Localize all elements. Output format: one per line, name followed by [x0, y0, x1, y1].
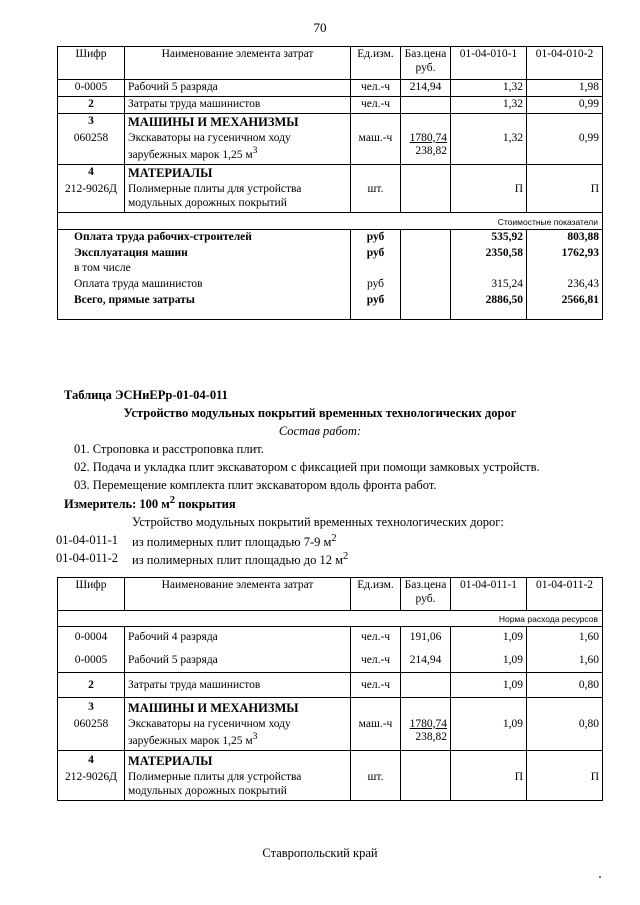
row-unit: чел.-ч — [351, 627, 401, 646]
header-col1: 01-04-011-1 — [451, 578, 527, 611]
row-name: Рабочий 5 разряда — [125, 80, 351, 97]
summary-value-1: 2886,50 — [451, 293, 527, 320]
summary-row — [58, 246, 603, 262]
summary-unit: руб — [351, 277, 401, 293]
row-code: 212-9026Д — [58, 182, 125, 212]
summary-row — [58, 293, 603, 320]
row-code: 2 — [58, 672, 125, 697]
row-value-2: 0,99 — [527, 96, 603, 113]
row-unit: шт. — [351, 182, 401, 212]
item-text: из полимерных плит площадью до 12 $м^2$ — [132, 551, 349, 568]
summary-unit: руб — [351, 246, 401, 262]
row-unit: чел.-ч — [351, 646, 401, 672]
summary-name: Оплата труда рабочих-строителей — [58, 229, 351, 245]
row-price: 214,94 — [401, 646, 451, 672]
scan-speck — [599, 876, 601, 878]
row-value-2: 0,99 — [527, 131, 603, 165]
row-code: 3 — [58, 113, 125, 131]
row-value-2: 1,60 — [527, 627, 603, 646]
summary-row — [58, 261, 603, 277]
row-value-1: 1,32 — [451, 131, 527, 165]
cost-label: Стоимостные показатели — [58, 212, 603, 229]
table-row — [58, 627, 603, 646]
row-code: 060258 — [58, 717, 125, 751]
row-code: 4 — [58, 751, 125, 771]
page-number: 70 — [313, 20, 327, 35]
row-price: 191,06 — [401, 627, 451, 646]
header-unit: Ед.изм. — [351, 47, 401, 80]
table-title: Таблица ЭСНиЕРр-01-04-011 — [64, 388, 228, 402]
table-row — [58, 697, 603, 717]
item-code: 01-04-011-1 — [56, 533, 119, 547]
items-intro: Устройство модульных покрытий временных технологических дорог: — [132, 515, 504, 529]
row-code: 2 — [58, 96, 125, 113]
row-value-2: 1,98 — [527, 80, 603, 97]
row-unit: чел.-ч — [351, 80, 401, 97]
table-subtitle: Устройство модульных покрытий временных технологических дорог — [123, 406, 517, 420]
row-unit: шт. — [351, 770, 401, 800]
row-code: 0-0005 — [58, 80, 125, 97]
table-row — [58, 131, 603, 165]
header-price: Баз.цена руб. — [401, 47, 451, 80]
header-code: Шифр — [58, 578, 125, 611]
summary-name: Эксплуатация машин — [58, 246, 351, 262]
work-item: 01. Строповка и расстроповка плит. — [74, 442, 264, 456]
table-row — [58, 751, 603, 771]
table-row — [58, 113, 603, 131]
row-name: Экскаваторы на гусеничном ходу зарубежных марок 1,25 $м^3$ — [125, 131, 351, 165]
summary-name: Оплата труда машинистов — [58, 277, 351, 293]
summary-row — [58, 229, 603, 245]
summary-value-2: 1762,93 — [527, 246, 603, 262]
header-code: Шифр — [58, 47, 125, 80]
summary-value-1: 2350,58 — [451, 246, 527, 262]
summary-value-1: 535,92 — [451, 229, 527, 245]
table-row — [58, 165, 603, 183]
section-heading: МАШИНЫ И МЕХАНИЗМЫ — [125, 697, 351, 717]
row-value-1: 1,09 — [451, 672, 527, 697]
row-value-2: 0,80 — [527, 717, 603, 751]
table-row — [58, 96, 603, 113]
work-item: 03. Перемещение комплекта плит экскаватором вдоль фронта работ. — [74, 478, 437, 492]
row-unit: маш.-ч — [351, 131, 401, 165]
row-code: 0-0005 — [58, 646, 125, 672]
row-code: 3 — [58, 697, 125, 717]
row-price — [401, 96, 451, 113]
row-name: Полимерные плиты для устройства модульных дорожных покрытий — [125, 182, 351, 212]
norm-label-row — [58, 611, 603, 627]
row-value-1: 1,32 — [451, 96, 527, 113]
header-name: Наименование элемента затрат — [125, 47, 351, 80]
summary-row — [58, 277, 603, 293]
header-col1: 01-04-010-1 — [451, 47, 527, 80]
header-name: Наименование элемента затрат — [125, 578, 351, 611]
row-value-1: 1,09 — [451, 717, 527, 751]
row-unit: чел.-ч — [351, 672, 401, 697]
item-code: 01-04-011-2 — [56, 551, 119, 565]
row-name: Затраты труда машинистов — [125, 672, 351, 697]
header-price: Баз.цена руб. — [401, 578, 451, 611]
section-heading: МАТЕРИАЛЫ — [125, 165, 351, 183]
summary-unit: руб — [351, 293, 401, 320]
table-row — [58, 672, 603, 697]
section-heading: МАТЕРИАЛЫ — [125, 751, 351, 771]
row-value-1: П — [451, 770, 527, 800]
table-row — [58, 717, 603, 751]
works-title: Состав работ: — [278, 424, 362, 438]
table-row — [58, 80, 603, 97]
row-unit: чел.-ч — [351, 96, 401, 113]
resource-table-2 — [57, 577, 603, 801]
summary-value-2: 236,43 — [527, 277, 603, 293]
measure-unit: Измеритель: 100 $м^2$ покрытия — [64, 495, 236, 512]
row-code: 4 — [58, 165, 125, 183]
row-name: Рабочий 4 разряда — [125, 627, 351, 646]
summary-value-1: 315,24 — [451, 277, 527, 293]
summary-name: Всего, прямые затраты — [58, 293, 351, 320]
row-name: Рабочий 5 разряда — [125, 646, 351, 672]
row-value-2: П — [527, 182, 603, 212]
header-col2: 01-04-011-2 — [527, 578, 603, 611]
row-unit: маш.-ч — [351, 717, 401, 751]
table-header-row — [58, 47, 603, 80]
row-value-2: 0,80 — [527, 672, 603, 697]
row-code: 0-0004 — [58, 627, 125, 646]
summary-value-2: 2566,81 — [527, 293, 603, 320]
table-row — [58, 646, 603, 672]
row-price: 1780,74 238,82 — [401, 131, 451, 165]
norm-label: Норма расхода ресурсов — [58, 611, 603, 627]
row-value-2: 1,60 — [527, 646, 603, 672]
table-row — [58, 770, 603, 800]
summary-value-2: 803,88 — [527, 229, 603, 245]
summary-unit: руб — [351, 229, 401, 245]
row-price: 214,94 — [401, 80, 451, 97]
row-name: Затраты труда машинистов — [125, 96, 351, 113]
resource-table-1 — [57, 46, 603, 320]
row-name: Экскаваторы на гусеничном ходу зарубежных марок 1,25 $м^3$ — [125, 717, 351, 751]
row-value-1: 1,09 — [451, 646, 527, 672]
row-name: Полимерные плиты для устройства модульных дорожных покрытий — [125, 770, 351, 800]
row-code: 212-9026Д — [58, 770, 125, 800]
summary-name: в том числе — [58, 261, 351, 277]
header-unit: Ед.изм. — [351, 578, 401, 611]
work-item: 02. Подача и укладка плит экскаватором с фиксацией при помощи замковых устройств. — [74, 460, 540, 474]
table-header-row — [58, 578, 603, 611]
row-code: 060258 — [58, 131, 125, 165]
row-price: 1780,74 238,82 — [401, 717, 451, 751]
row-value-1: 1,32 — [451, 80, 527, 97]
header-col2: 01-04-010-2 — [527, 47, 603, 80]
row-value-2: П — [527, 770, 603, 800]
row-value-1: 1,09 — [451, 627, 527, 646]
page-footer: Ставропольский край — [262, 846, 378, 860]
section-heading: МАШИНЫ И МЕХАНИЗМЫ — [125, 113, 351, 131]
item-text: из полимерных плит площадью 7-9 $м^2$ — [132, 533, 337, 550]
table-row — [58, 182, 603, 212]
cost-label-row — [58, 212, 603, 229]
row-value-1: П — [451, 182, 527, 212]
